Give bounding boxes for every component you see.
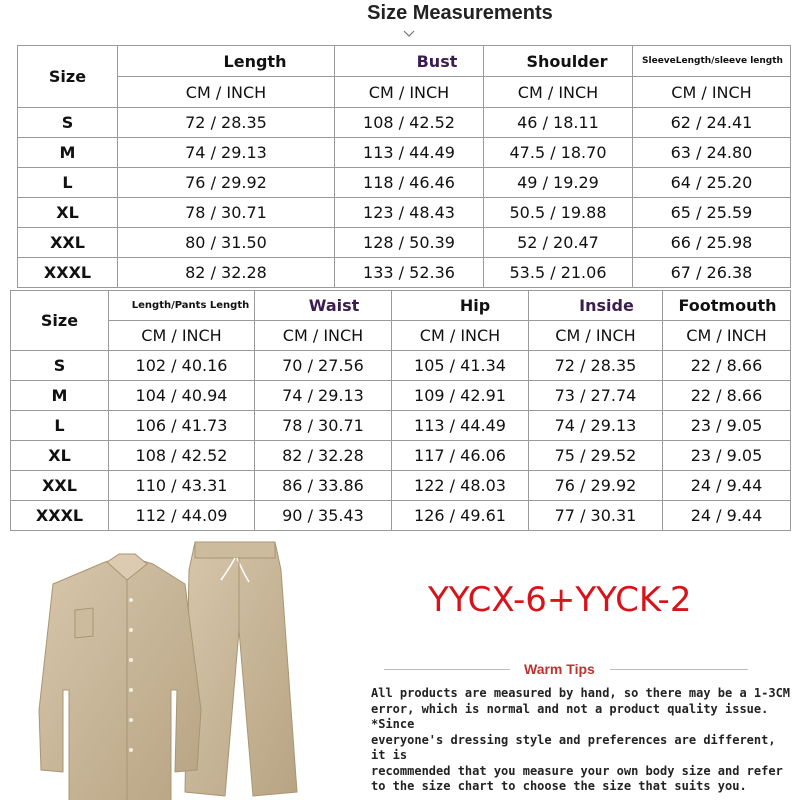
divider bbox=[610, 669, 748, 670]
table-cell: 74 / 29.13 bbox=[255, 381, 392, 411]
pants-illustration bbox=[185, 542, 297, 796]
table-cell: 78 / 30.71 bbox=[118, 198, 335, 228]
size-cell: XL bbox=[11, 441, 109, 471]
column-header-hip: Hip bbox=[392, 291, 529, 321]
table-cell: 53.5 / 21.06 bbox=[484, 258, 633, 288]
column-header-pants-length: Length/Pants Length bbox=[109, 291, 255, 321]
size-cell: S bbox=[11, 351, 109, 381]
table-cell: 66 / 25.98 bbox=[633, 228, 791, 258]
unit-label: CM / INCH bbox=[633, 77, 791, 108]
table-cell: 122 / 48.03 bbox=[392, 471, 529, 501]
size-cell: M bbox=[11, 381, 109, 411]
pants-size-table bbox=[10, 290, 791, 531]
table-cell: 82 / 32.28 bbox=[255, 441, 392, 471]
table-cell: 63 / 24.80 bbox=[633, 138, 791, 168]
table-cell: 62 / 24.41 bbox=[633, 108, 791, 138]
table-cell: 113 / 44.49 bbox=[335, 138, 484, 168]
table-row bbox=[11, 501, 791, 531]
table-cell: 82 / 32.28 bbox=[118, 258, 335, 288]
table-cell: 70 / 27.56 bbox=[255, 351, 392, 381]
unit-label: CM / INCH bbox=[335, 77, 484, 108]
tips-line: recommended that you measure your own body size and refer bbox=[371, 763, 783, 778]
table-cell: 133 / 52.36 bbox=[335, 258, 484, 288]
column-header-footmouth: Footmouth bbox=[663, 291, 791, 321]
table-cell: 72 / 28.35 bbox=[118, 108, 335, 138]
table-cell: 105 / 41.34 bbox=[392, 351, 529, 381]
shirt-size-table bbox=[17, 45, 791, 288]
table-cell: 118 / 46.46 bbox=[335, 168, 484, 198]
size-cell: XXXL bbox=[11, 501, 109, 531]
product-image bbox=[35, 540, 335, 800]
table-cell: 52 / 20.47 bbox=[484, 228, 633, 258]
table-cell: 24 / 9.44 bbox=[663, 501, 791, 531]
page-title: Size Measurements bbox=[367, 2, 553, 24]
table-cell: 76 / 29.92 bbox=[529, 471, 663, 501]
shirt-illustration bbox=[39, 554, 201, 800]
tips-line: error, which is normal and not a product quality issue. *Since bbox=[371, 701, 769, 731]
table-cell: 106 / 41.73 bbox=[109, 411, 255, 441]
table-cell: 73 / 27.74 bbox=[529, 381, 663, 411]
table-cell: 104 / 40.94 bbox=[109, 381, 255, 411]
model-code: YYCX-6+YYCK-2 bbox=[428, 580, 692, 620]
table-cell: 22 / 8.66 bbox=[663, 381, 791, 411]
unit-label: CM / INCH bbox=[663, 321, 791, 351]
size-cell: M bbox=[18, 138, 118, 168]
table-cell: 67 / 26.38 bbox=[633, 258, 791, 288]
table-cell: 22 / 8.66 bbox=[663, 351, 791, 381]
unit-label: CM / INCH bbox=[529, 321, 663, 351]
table-cell: 112 / 44.09 bbox=[109, 501, 255, 531]
table-cell: 50.5 / 19.88 bbox=[484, 198, 633, 228]
table-cell: 64 / 25.20 bbox=[633, 168, 791, 198]
table-cell: 108 / 42.52 bbox=[335, 108, 484, 138]
divider bbox=[384, 669, 510, 670]
table-row bbox=[11, 441, 791, 471]
size-header: Size bbox=[11, 291, 109, 351]
column-header-shoulder: Shoulder bbox=[484, 46, 633, 77]
table-cell: 46 / 18.11 bbox=[484, 108, 633, 138]
table-cell: 80 / 31.50 bbox=[118, 228, 335, 258]
table-cell: 75 / 29.52 bbox=[529, 441, 663, 471]
column-header-bust: Bust bbox=[335, 46, 484, 77]
table-cell: 78 / 30.71 bbox=[255, 411, 392, 441]
table-cell: 126 / 49.61 bbox=[392, 501, 529, 531]
table-cell: 23 / 9.05 bbox=[663, 441, 791, 471]
table-row bbox=[11, 381, 791, 411]
column-header-sleeve-length: SleeveLength/sleeve length bbox=[633, 46, 791, 77]
unit-label: CM / INCH bbox=[484, 77, 633, 108]
table-row bbox=[11, 411, 791, 441]
table-row bbox=[18, 138, 791, 168]
table-row bbox=[11, 471, 791, 501]
unit-label: CM / INCH bbox=[109, 321, 255, 351]
table-cell: 23 / 9.05 bbox=[663, 411, 791, 441]
column-header-waist: Waist bbox=[255, 291, 392, 321]
size-cell: XXL bbox=[18, 228, 118, 258]
table-row bbox=[18, 258, 791, 288]
warm-tips-text bbox=[371, 686, 796, 795]
table-row bbox=[11, 351, 791, 381]
tips-line: All products are measured by hand, so there may be a 1-3CM bbox=[371, 686, 791, 700]
size-header: Size bbox=[18, 46, 118, 108]
size-cell: S bbox=[18, 108, 118, 138]
table-cell: 49 / 19.29 bbox=[484, 168, 633, 198]
unit-label: CM / INCH bbox=[255, 321, 392, 351]
table-cell: 109 / 42.91 bbox=[392, 381, 529, 411]
table-cell: 74 / 29.13 bbox=[529, 411, 663, 441]
table-cell: 108 / 42.52 bbox=[109, 441, 255, 471]
table-cell: 65 / 25.59 bbox=[633, 198, 791, 228]
table-cell: 77 / 30.31 bbox=[529, 501, 663, 531]
table-row bbox=[18, 228, 791, 258]
unit-label: CM / INCH bbox=[118, 77, 335, 108]
size-cell: L bbox=[11, 411, 109, 441]
table-cell: 76 / 29.92 bbox=[118, 168, 335, 198]
table-cell: 102 / 40.16 bbox=[109, 351, 255, 381]
table-cell: 86 / 33.86 bbox=[255, 471, 392, 501]
warm-tips-label: Warm Tips bbox=[524, 661, 595, 677]
table-row bbox=[18, 108, 791, 138]
tips-line: to the size chart to choose the size that suits you. bbox=[371, 779, 747, 793]
column-header-inside: Inside bbox=[529, 291, 663, 321]
table-cell: 74 / 29.13 bbox=[118, 138, 335, 168]
table-cell: 72 / 28.35 bbox=[529, 351, 663, 381]
table-cell: 110 / 43.31 bbox=[109, 471, 255, 501]
column-header-length: Length bbox=[118, 46, 335, 77]
table-cell: 47.5 / 18.70 bbox=[484, 138, 633, 168]
unit-label: CM / INCH bbox=[392, 321, 529, 351]
table-cell: 117 / 46.06 bbox=[392, 441, 529, 471]
table-cell: 24 / 9.44 bbox=[663, 471, 791, 501]
table-cell: 113 / 44.49 bbox=[392, 411, 529, 441]
table-cell: 90 / 35.43 bbox=[255, 501, 392, 531]
size-cell: XXXL bbox=[18, 258, 118, 288]
tips-line: everyone's dressing style and preferences are different, it is bbox=[371, 732, 776, 762]
chevron-down-icon bbox=[403, 30, 415, 38]
table-row bbox=[18, 198, 791, 228]
size-cell: XXL bbox=[11, 471, 109, 501]
table-cell: 123 / 48.43 bbox=[335, 198, 484, 228]
size-cell: L bbox=[18, 168, 118, 198]
size-cell: XL bbox=[18, 198, 118, 228]
table-row bbox=[18, 168, 791, 198]
table-cell: 128 / 50.39 bbox=[335, 228, 484, 258]
